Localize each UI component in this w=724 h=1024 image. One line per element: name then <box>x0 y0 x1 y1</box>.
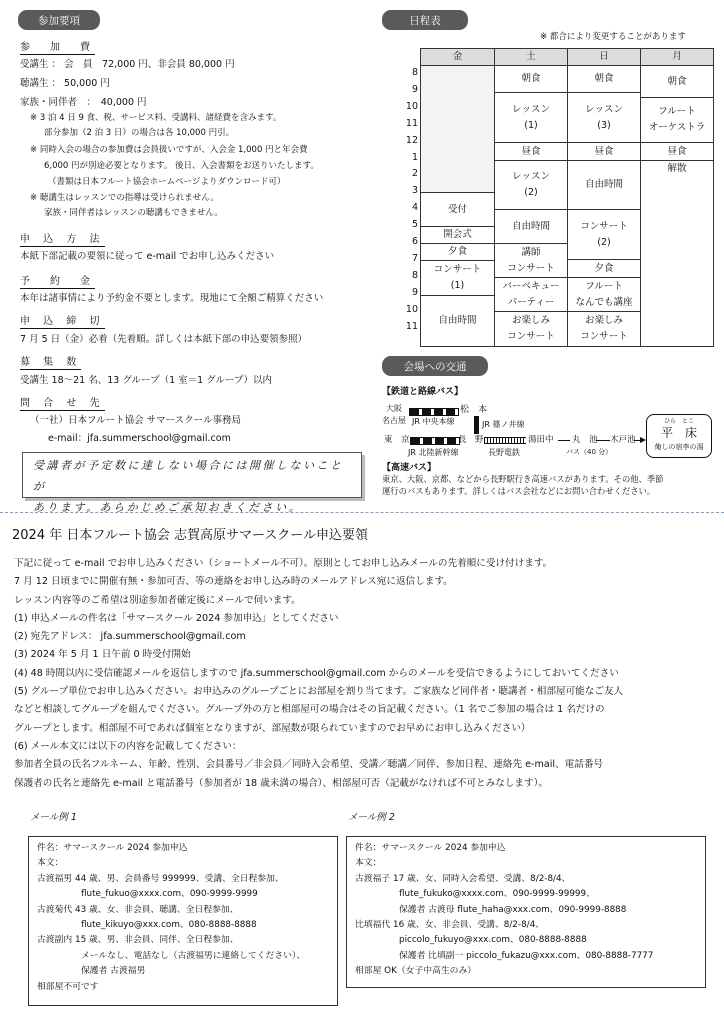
fee-note: 家族・同伴者はレッスンの聴講もできません。 <box>44 208 223 218</box>
guide-line: グループとします。相部屋不可であれば個室となりますが、部屋数が限られていますのでお早めにお申し込みください） <box>14 722 531 734</box>
deadline-text: 7 月 5 日（金）必着（先着順。詳しくは本紙下部の申込要領参照） <box>20 334 308 345</box>
hour-label: 12 <box>405 134 418 146</box>
mail-line: 件名：サマースクール 2024 参加申込 <box>37 843 188 853</box>
destination-inn: 俺しの宿李の湯 <box>654 443 704 451</box>
section-header-access: 会場への交通 <box>382 356 488 376</box>
mail-line: 比填福代 16 歳、女、非会員、受講、8/2-8/4、 <box>355 920 545 931</box>
guide-line: (5) グループ単位でお申し込みください。お申込みのグループごとにお部屋を割り当てます。ご家族など同伴者・聴講者・相部屋可能なご友人 <box>14 686 624 698</box>
notice-line: 受講者が予定数に達しない場合には開催しないことが <box>33 459 344 493</box>
guide-line: 下記に従って e-mail でお申し込みください（ショートメール不可）。原則としてお申し込みメールの先着順に受け付けます。 <box>14 558 553 569</box>
mail-line: 古渡副内 15 歳、男、非会員、同伴、全日程参加、 <box>37 935 239 946</box>
hokuriku-line-track <box>410 437 460 445</box>
mail-line: flute_fukuo@xxxx.com、090-9999-9999 <box>37 889 258 900</box>
guide-line: 7 月 12 日頃までに開催有無・参加可否、等の連絡をお申し込み時のメールアドレス宛に返信します。 <box>14 576 453 588</box>
sat-teacher-concert: 講師 コンサート <box>494 243 568 278</box>
mail-line: 古渡福子 17 歳、女、同時入会希望、受講、8/2-8/4、 <box>355 873 571 884</box>
bus-line: 東京、大阪、京都、などから長野駅行き高速バスがあります。その他、季節 <box>382 474 664 484</box>
sat-lesson-2: レッスン (2) <box>494 160 568 210</box>
deposit-heading: 予 約 金 <box>20 276 95 287</box>
fee-line-student: 受講生 ： 会 員 72,000 円、非会員 80,000 円 <box>20 59 235 70</box>
station-matsumoto: 松 本 <box>460 405 488 415</box>
mail-example-1-label: メール例 1 <box>30 812 77 823</box>
fee-note: ※ 聴講生はレッスンでの指導は受けられません。 <box>30 193 219 203</box>
bus-line: 運行のバスもあります。詳しくはバス会社などにお問い合わせください。 <box>382 486 656 496</box>
stop-maruike: 丸 池 <box>572 435 598 445</box>
fri-dinner: 夕食 <box>420 243 495 261</box>
sun-flute-talk: フルート なんでも講座 <box>567 277 641 312</box>
fee-line-family: 家族・同伴者 ： 40,000 円 <box>20 97 147 108</box>
station-yudanaka: 湯田中 <box>528 435 554 445</box>
mail-line: 古渡福男 44 歳、男、会員番号 999999、受講、全日程参加、 <box>37 873 284 884</box>
apply-heading: 申 込 方 法 <box>20 234 105 245</box>
fee-note: 6,000 円が別途必要となります。 後日、入会書類をお送りいたします。 <box>44 161 319 171</box>
mon-lunch: 昼食 <box>640 142 714 161</box>
hour-label: 10 <box>405 100 418 112</box>
fee-line-auditor: 聴講生 ： 50,000 円 <box>20 78 110 89</box>
contact-email[interactable]: e-mail：jfa.summerschool@gmail.com <box>48 433 231 444</box>
hour-label: 9 <box>411 286 418 298</box>
rail-title: 【鉄道と路線バス】 <box>382 387 464 397</box>
destination-box <box>646 414 712 458</box>
stop-kidoike: 木戸池 <box>610 435 636 445</box>
sun-lunch: 昼食 <box>567 142 641 161</box>
apply-text: 本紙下部記載の要領に従って e-mail でお申し込みください <box>20 251 275 262</box>
bus-duration: バス（40 分） <box>566 448 613 456</box>
sun-breakfast: 朝食 <box>567 65 641 93</box>
fri-empty <box>420 65 495 193</box>
hour-label: 1 <box>411 151 418 163</box>
day-header-sat: 土 <box>494 48 568 66</box>
hour-label: 10 <box>405 303 418 315</box>
hour-label: 11 <box>405 320 418 332</box>
mail-example-2-label: メール例 2 <box>348 812 395 823</box>
shinonoi-line-track <box>474 416 479 434</box>
guide-line: レッスン内容等のご希望は別途参加者確定後にメールで伺います。 <box>14 594 301 606</box>
sun-dinner: 夕食 <box>567 259 641 278</box>
fri-reception: 受付 <box>420 192 495 227</box>
guide-line: (1) 申込メールの件名は「サマースクール 2024 参加申込」としてください <box>14 612 339 624</box>
mon-orchestra: フルート オーケストラ <box>640 97 714 143</box>
notice-line: あります。あらかじめご承知おきください。 <box>33 501 303 514</box>
sat-bbq-party: バーベキュー パーティー <box>494 277 568 312</box>
guide-line: (2) 宛先アドレス： jfa.summerschool@gmail.com <box>14 631 246 643</box>
bus-title: 【高速バス】 <box>382 463 437 473</box>
mail-line: 相部屋 OK（女子中高生のみ） <box>355 966 477 977</box>
destination-ruby: ひら とこ <box>663 418 694 425</box>
deadline-heading: 申 込 締 切 <box>20 316 105 327</box>
fri-concert: コンサート (1) <box>420 260 495 296</box>
mail-line: flute_fukuko@xxxx.com、090-9999-99999、 <box>355 889 595 900</box>
nagaden-line-track <box>484 437 526 444</box>
guide-line: 保護者の氏名と連絡先 e-mail と電話番号（参加者が 18 歳未満の場合）、相部屋可否（記載がなければ不可とみなします）。 <box>14 777 549 789</box>
guide-body <box>14 555 623 793</box>
sun-lesson-3: レッスン (3) <box>567 92 641 143</box>
fri-opening: 開会式 <box>420 226 495 244</box>
guide-line: (6) メール本文には以下の内容を記載してください： <box>14 740 242 752</box>
station-tokyo: 東 京 <box>384 435 410 445</box>
line-chuo: JR 中央本線 <box>412 417 455 426</box>
fee-note: ※ 同時入会の場合の参加費は会員扱いですが、入会金 1,000 円と年会費 <box>30 145 308 155</box>
cancellation-notice <box>22 452 362 514</box>
station-osaka: 大阪 <box>386 404 402 413</box>
contact-heading: 問 合 せ 先 <box>20 398 105 409</box>
fee-note: ※ 3 泊 4 日 9 食、税、サービス料、受講料、諸経費を含みます。 <box>30 113 282 123</box>
quota-heading: 募 集 数 <box>20 357 82 368</box>
hour-label: 8 <box>411 269 418 281</box>
guide-title: 2024 年 日本フルート協会 志賀高原サマースクール申込要領 <box>12 528 369 543</box>
mail-line: 本文： <box>37 858 64 869</box>
guide-line: (4) 48 時間以内に受信確認メールを返信しますので jfa.summerschool@gmail.com からのメールを受信できるようにしておいてください <box>14 667 619 679</box>
contact-org: （一社）日本フルート協会 サマースクール事務局 <box>30 415 241 426</box>
sun-free-time: 自由時間 <box>567 160 641 210</box>
mail-line: 相部屋不可です <box>37 981 99 992</box>
mail-line: 古渡菊代 43 歳、女、非会員、聴講、全日程参加、 <box>37 904 239 915</box>
guide-line: などと相談してグループを組んでください。グループ外の方と相部屋可の場合はその旨記載ください。（1 名でご参加の場合は 1 名だけの <box>14 704 605 716</box>
day-header-fri: 金 <box>420 48 495 66</box>
station-nagano: 長 野 <box>458 435 484 445</box>
sat-free-time: 自由時間 <box>494 209 568 244</box>
hour-label: 11 <box>405 117 418 129</box>
bus-segment <box>596 440 610 441</box>
hour-label: 3 <box>411 185 418 197</box>
fee-note: 部分参加（2 泊 3 日）の場合は各 10,000 円引。 <box>44 128 235 138</box>
line-hokuriku: JR 北陸新幹線 <box>408 448 459 457</box>
hour-label: 8 <box>411 67 418 78</box>
hour-label: 2 <box>411 168 418 180</box>
schedule-table <box>420 48 714 346</box>
hour-label: 5 <box>411 219 418 231</box>
sun-fun-concert: お楽しみ コンサート <box>567 311 641 347</box>
sat-fun-concert: お楽しみ コンサート <box>494 311 568 347</box>
mail-line: flute_kikuyo@xxx.com、080-8888-8888 <box>37 920 257 931</box>
sat-lunch: 昼食 <box>494 142 568 161</box>
mail-line: メールなし、電話なし（古渡福男に連絡してください）、 <box>37 950 306 961</box>
day-header-mon: 月 <box>640 48 714 66</box>
guide-line: 参加者全員の氏名フルネーム、年齢、性別、会員番号／非会員／同時入会希望、受講／聴講／同伴、参加日程、連絡先 e-mail、電話番号 <box>14 759 604 771</box>
bus-segment <box>558 440 570 441</box>
deposit-text: 本年は諸事情により予約金不要とします。現地にて全額ご精算ください <box>20 293 324 304</box>
hour-label: 6 <box>411 236 418 247</box>
mon-dismissal: 解散 <box>640 160 714 347</box>
mail-line: 保護者 古渡福男 <box>37 966 146 977</box>
sat-lesson-1: レッスン (1) <box>494 92 568 143</box>
fri-free-time: 自由時間 <box>420 295 495 347</box>
cut-line <box>0 512 724 513</box>
guide-line: (3) 2024 年 5 月 1 日午前 0 時受付開始 <box>14 649 191 661</box>
mail-line: piccolo_fukuyo@xxx.com、080-8888-8888 <box>355 935 587 946</box>
mail-example-1 <box>28 836 338 1006</box>
schedule-note: ※ 都合により変更することがあります <box>540 32 686 42</box>
sun-concert-2: コンサート (2) <box>567 209 641 260</box>
quota-text: 受講生 18～21 名、13 グループ（1 室＝1 グループ）以内 <box>20 375 273 386</box>
section-header-requirements: 参加要項 <box>18 10 100 30</box>
mail-line: 本文： <box>355 858 382 869</box>
mon-breakfast: 朝食 <box>640 65 714 98</box>
day-header-sun: 日 <box>567 48 641 66</box>
station-nagoya: 名古屋 <box>382 416 406 425</box>
line-shinonoi: JR 篠ノ井線 <box>482 420 525 429</box>
line-nagaden: 長野電鉄 <box>488 448 520 457</box>
hour-label: 4 <box>411 202 418 214</box>
mail-line: 保護者 古渡母 flute_haha@xxx.com、090-9999-8888 <box>355 904 627 915</box>
fee-note: （書類は日本フルート協会ホームページよりダウンロード可） <box>48 177 286 187</box>
mail-line: 保護者 比填副一 piccolo_fukazu@xxx.com、080-8888-7777 <box>355 950 654 961</box>
mail-line: 件名：サマースクール 2024 参加申込 <box>355 843 506 853</box>
fee-heading: 参 加 費 <box>20 42 95 53</box>
section-header-schedule: 日程表 <box>382 10 468 30</box>
sat-breakfast: 朝食 <box>494 65 568 93</box>
mail-example-2 <box>346 836 706 988</box>
hour-label: 7 <box>411 252 418 264</box>
hour-label: 9 <box>411 83 418 95</box>
destination-name: 平 床 <box>660 426 697 440</box>
